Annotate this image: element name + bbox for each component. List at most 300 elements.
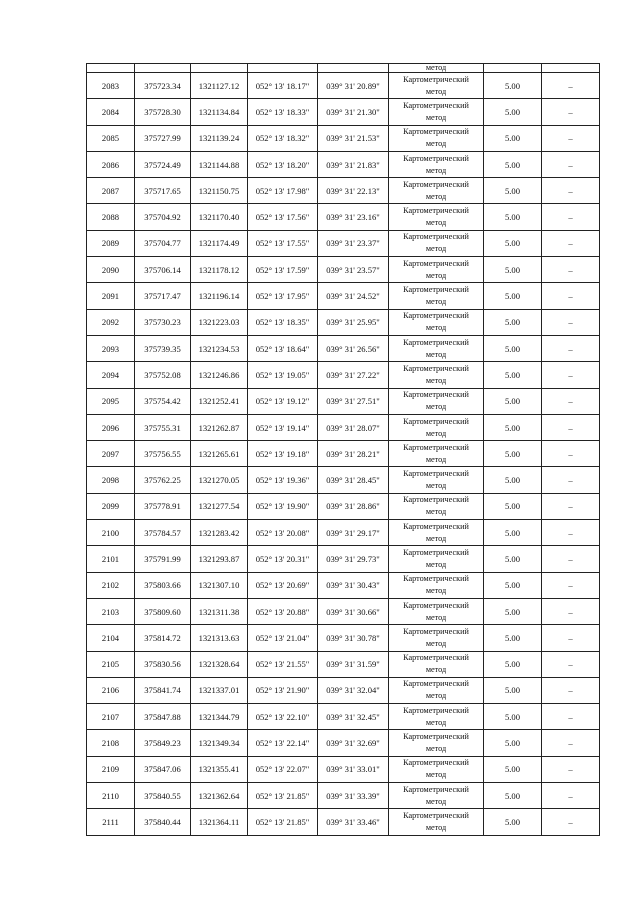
accuracy-cell: 5.00 [484, 625, 542, 651]
note-cell: – [542, 204, 600, 230]
method-cell [389, 257, 484, 283]
method-line-2: метод [425, 270, 447, 280]
y-coordinate-cell: 1321134.84 [191, 99, 248, 125]
point-number-cell: 2109 [87, 756, 135, 782]
note-cell: – [542, 520, 600, 546]
note-cell: – [542, 704, 600, 730]
y-coordinate-cell: 1321313.63 [191, 625, 248, 651]
method-line-2: метод [425, 218, 447, 228]
latitude-cell: 052° 13' 17.55" [248, 230, 318, 256]
table-row [87, 414, 600, 440]
latitude-cell: 052° 13' 20.69" [248, 572, 318, 598]
method-line-1: Картометрический [403, 495, 469, 505]
point-number-cell: 2090 [87, 257, 135, 283]
method-line-2: метод [425, 428, 447, 438]
table-row [87, 362, 600, 388]
method-line-1: Картометрический [403, 363, 469, 373]
table-row [87, 572, 600, 598]
table-row [87, 257, 600, 283]
method-line-2: метод [425, 86, 447, 96]
accuracy-cell: 5.00 [484, 99, 542, 125]
point-number-cell: 2104 [87, 625, 135, 651]
accuracy-cell: 5.00 [484, 651, 542, 677]
method-line-2: метод [425, 244, 447, 254]
y-coordinate-cell: 1321150.75 [191, 178, 248, 204]
method-line-2: метод [425, 454, 447, 464]
x-coordinate-cell: 375723.34 [135, 73, 191, 99]
method-line-2: метод [425, 638, 447, 648]
table-row [87, 730, 600, 756]
note-cell: – [542, 783, 600, 809]
point-number-cell: 2087 [87, 178, 135, 204]
latitude-cell: 052° 13' 22.14" [248, 730, 318, 756]
method-line-2: метод [425, 139, 447, 149]
accuracy-cell: 5.00 [484, 178, 542, 204]
x-coordinate-cell: 375849.23 [135, 730, 191, 756]
longitude-cell: 039° 31' 21.83" [318, 151, 389, 177]
note-cell: – [542, 151, 600, 177]
x-coordinate-cell: 375840.44 [135, 809, 191, 835]
accuracy-cell: 5.00 [484, 151, 542, 177]
method-line-2: метод [425, 349, 447, 359]
method-cell [389, 598, 484, 624]
point-number-cell: 2108 [87, 730, 135, 756]
note-cell: – [542, 572, 600, 598]
latitude-cell: 052° 13' 22.10" [248, 704, 318, 730]
method-line-1: Картометрический [403, 100, 469, 110]
latitude-cell: 052° 13' 20.88" [248, 598, 318, 624]
y-coordinate-cell: 1321362.64 [191, 783, 248, 809]
latitude-cell: 052° 13' 19.90" [248, 493, 318, 519]
accuracy-cell: 5.00 [484, 704, 542, 730]
method-cell [389, 493, 484, 519]
latitude-cell: 052° 13' 21.85" [248, 783, 318, 809]
empty-cell [135, 64, 191, 73]
y-coordinate-cell: 1321127.12 [191, 73, 248, 99]
method-line-1: Картометрический [403, 442, 469, 452]
point-number-cell: 2101 [87, 546, 135, 572]
method-line-1: Картометрический [403, 153, 469, 163]
method-line-1: Картометрический [403, 705, 469, 715]
x-coordinate-cell: 375784.57 [135, 520, 191, 546]
method-line-2: метод [425, 191, 447, 201]
y-coordinate-cell: 1321265.61 [191, 441, 248, 467]
method-cell [389, 730, 484, 756]
method-line-2: метод [425, 297, 447, 307]
point-number-cell: 2095 [87, 388, 135, 414]
method-line-1: Картометрический [403, 653, 469, 663]
accuracy-cell: 5.00 [484, 520, 542, 546]
longitude-cell: 039° 31' 33.39" [318, 783, 389, 809]
note-cell: – [542, 125, 600, 151]
accuracy-cell: 5.00 [484, 572, 542, 598]
x-coordinate-cell: 375739.35 [135, 335, 191, 361]
y-coordinate-cell: 1321349.34 [191, 730, 248, 756]
latitude-cell: 052° 13' 20.31" [248, 546, 318, 572]
y-coordinate-cell: 1321307.10 [191, 572, 248, 598]
longitude-cell: 039° 31' 28.86" [318, 493, 389, 519]
y-coordinate-cell: 1321283.42 [191, 520, 248, 546]
x-coordinate-cell: 375754.42 [135, 388, 191, 414]
method-line-1: Картометрический [403, 390, 469, 400]
table-row [87, 125, 600, 151]
point-number-cell: 2093 [87, 335, 135, 361]
table-row [87, 651, 600, 677]
method-line-1: Картометрический [403, 285, 469, 295]
y-coordinate-cell: 1321252.41 [191, 388, 248, 414]
accuracy-cell: 5.00 [484, 783, 542, 809]
method-line-1: Картометрический [403, 679, 469, 689]
x-coordinate-cell: 375847.88 [135, 704, 191, 730]
method-line-2: метод [425, 323, 447, 333]
accuracy-cell: 5.00 [484, 125, 542, 151]
longitude-cell: 039° 31' 23.16" [318, 204, 389, 230]
method-line-1: Картометрический [403, 179, 469, 189]
x-coordinate-cell: 375752.08 [135, 362, 191, 388]
continuation-row [87, 64, 600, 73]
accuracy-cell: 5.00 [484, 598, 542, 624]
latitude-cell: 052° 13' 21.85" [248, 809, 318, 835]
note-cell: – [542, 388, 600, 414]
longitude-cell: 039° 31' 33.46" [318, 809, 389, 835]
table-row [87, 178, 600, 204]
note-cell: – [542, 178, 600, 204]
point-number-cell: 2111 [87, 809, 135, 835]
latitude-cell: 052° 13' 21.55" [248, 651, 318, 677]
point-number-cell: 2102 [87, 572, 135, 598]
method-line-1: Картометрический [403, 127, 469, 137]
point-number-cell: 2106 [87, 677, 135, 703]
accuracy-cell: 5.00 [484, 809, 542, 835]
x-coordinate-cell: 375830.56 [135, 651, 191, 677]
note-cell: – [542, 73, 600, 99]
x-coordinate-cell: 375809.60 [135, 598, 191, 624]
x-coordinate-cell: 375727.99 [135, 125, 191, 151]
note-cell: – [542, 414, 600, 440]
accuracy-cell: 5.00 [484, 257, 542, 283]
method-line-2: метод [425, 586, 447, 596]
longitude-cell: 039° 31' 32.69" [318, 730, 389, 756]
latitude-cell: 052° 13' 18.17" [248, 73, 318, 99]
empty-cell [87, 64, 135, 73]
x-coordinate-cell: 375717.47 [135, 283, 191, 309]
x-coordinate-cell: 375840.55 [135, 783, 191, 809]
method-line-2: метод [425, 507, 447, 517]
method-line-2: метод [425, 481, 447, 491]
accuracy-cell: 5.00 [484, 441, 542, 467]
method-line-1: Картометрический [403, 416, 469, 426]
y-coordinate-cell: 1321337.01 [191, 677, 248, 703]
y-coordinate-cell: 1321139.24 [191, 125, 248, 151]
method-line-2: метод [425, 822, 447, 832]
note-cell: – [542, 730, 600, 756]
longitude-cell: 039° 31' 20.89" [318, 73, 389, 99]
accuracy-cell: 5.00 [484, 335, 542, 361]
longitude-cell: 039° 31' 28.21" [318, 441, 389, 467]
latitude-cell: 052° 13' 17.98" [248, 178, 318, 204]
method-line-1: Картометрический [403, 547, 469, 557]
point-number-cell: 2094 [87, 362, 135, 388]
y-coordinate-cell: 1321178.12 [191, 257, 248, 283]
latitude-cell: 052° 13' 18.20" [248, 151, 318, 177]
note-cell: – [542, 283, 600, 309]
x-coordinate-cell: 375728.30 [135, 99, 191, 125]
accuracy-cell: 5.00 [484, 204, 542, 230]
method-cell [389, 335, 484, 361]
longitude-cell: 039° 31' 25.95" [318, 309, 389, 335]
note-cell: – [542, 546, 600, 572]
y-coordinate-cell: 1321262.87 [191, 414, 248, 440]
note-cell: – [542, 362, 600, 388]
table-row [87, 309, 600, 335]
table-row [87, 467, 600, 493]
latitude-cell: 052° 13' 18.33" [248, 99, 318, 125]
method-cell [389, 651, 484, 677]
x-coordinate-cell: 375724.49 [135, 151, 191, 177]
method-cell [389, 388, 484, 414]
method-cell [389, 546, 484, 572]
longitude-cell: 039° 31' 21.30" [318, 99, 389, 125]
note-cell: – [542, 441, 600, 467]
latitude-cell: 052° 13' 17.95" [248, 283, 318, 309]
point-number-cell: 2084 [87, 99, 135, 125]
y-coordinate-cell: 1321270.05 [191, 467, 248, 493]
x-coordinate-cell: 375730.23 [135, 309, 191, 335]
method-line-1: Картометрический [403, 311, 469, 321]
note-cell: – [542, 756, 600, 782]
table-row [87, 677, 600, 703]
y-coordinate-cell: 1321364.11 [191, 809, 248, 835]
point-number-cell: 2086 [87, 151, 135, 177]
note-cell: – [542, 257, 600, 283]
method-line-2: метод [425, 375, 447, 385]
method-cell [389, 783, 484, 809]
table-row [87, 809, 600, 835]
x-coordinate-cell: 375762.25 [135, 467, 191, 493]
accuracy-cell: 5.00 [484, 230, 542, 256]
accuracy-cell: 5.00 [484, 493, 542, 519]
point-number-cell: 2110 [87, 783, 135, 809]
empty-cell [484, 64, 542, 73]
method-line-1: Картометрический [403, 758, 469, 768]
table-row [87, 783, 600, 809]
note-cell: – [542, 809, 600, 835]
latitude-cell: 052° 13' 18.32" [248, 125, 318, 151]
table-row [87, 704, 600, 730]
latitude-cell: 052° 13' 20.08" [248, 520, 318, 546]
point-number-cell: 2099 [87, 493, 135, 519]
note-cell: – [542, 625, 600, 651]
empty-cell [191, 64, 248, 73]
longitude-cell: 039° 31' 23.57" [318, 257, 389, 283]
x-coordinate-cell: 375803.66 [135, 572, 191, 598]
method-cell [389, 125, 484, 151]
note-cell: – [542, 677, 600, 703]
point-number-cell: 2100 [87, 520, 135, 546]
method-line-1: Картометрический [403, 810, 469, 820]
method-line-1: Картометрический [403, 626, 469, 636]
method-cell [389, 756, 484, 782]
longitude-cell: 039° 31' 24.52" [318, 283, 389, 309]
method-line-1: Картометрический [403, 784, 469, 794]
method-line-2: метод [425, 402, 447, 412]
empty-cell [542, 64, 600, 73]
point-number-cell: 2085 [87, 125, 135, 151]
method-line-2: метод [425, 770, 447, 780]
longitude-cell: 039° 31' 30.78" [318, 625, 389, 651]
point-number-cell: 2088 [87, 204, 135, 230]
method-cell [389, 520, 484, 546]
method-cell [389, 704, 484, 730]
table-row [87, 756, 600, 782]
accuracy-cell: 5.00 [484, 283, 542, 309]
accuracy-cell: 5.00 [484, 677, 542, 703]
method-cell [389, 625, 484, 651]
y-coordinate-cell: 1321293.87 [191, 546, 248, 572]
table-row [87, 73, 600, 99]
table-row [87, 493, 600, 519]
method-cell [389, 204, 484, 230]
longitude-cell: 039° 31' 26.56" [318, 335, 389, 361]
longitude-cell: 039° 31' 28.07" [318, 414, 389, 440]
method-line-2: метод [425, 165, 447, 175]
method-cell [389, 467, 484, 493]
latitude-cell: 052° 13' 19.12" [248, 388, 318, 414]
latitude-cell: 052° 13' 21.04" [248, 625, 318, 651]
y-coordinate-cell: 1321223.03 [191, 309, 248, 335]
method-line-2: метод [425, 559, 447, 569]
accuracy-cell: 5.00 [484, 362, 542, 388]
method-cell [389, 178, 484, 204]
x-coordinate-cell: 375755.31 [135, 414, 191, 440]
method-line-1: Картометрический [403, 469, 469, 479]
point-number-cell: 2107 [87, 704, 135, 730]
table-row [87, 230, 600, 256]
method-line-1: Картометрический [403, 732, 469, 742]
method-cell [389, 809, 484, 835]
method-cell [389, 362, 484, 388]
longitude-cell: 039° 31' 23.37" [318, 230, 389, 256]
y-coordinate-cell: 1321174.49 [191, 230, 248, 256]
table-row [87, 204, 600, 230]
y-coordinate-cell: 1321246.86 [191, 362, 248, 388]
y-coordinate-cell: 1321234.53 [191, 335, 248, 361]
point-number-cell: 2092 [87, 309, 135, 335]
method-line-1: Картометрический [403, 574, 469, 584]
longitude-cell: 039° 31' 29.17" [318, 520, 389, 546]
method-cell [389, 151, 484, 177]
longitude-cell: 039° 31' 30.66" [318, 598, 389, 624]
method-cell [389, 572, 484, 598]
empty-cell [248, 64, 318, 73]
longitude-cell: 039° 31' 21.53" [318, 125, 389, 151]
note-cell: – [542, 309, 600, 335]
method-cell [389, 73, 484, 99]
method-line-2: метод [425, 691, 447, 701]
latitude-cell: 052° 13' 18.64" [248, 335, 318, 361]
continuation-method-cell: метод [389, 64, 484, 73]
method-line-2: метод [425, 744, 447, 754]
method-cell [389, 283, 484, 309]
y-coordinate-cell: 1321196.14 [191, 283, 248, 309]
longitude-cell: 039° 31' 30.43" [318, 572, 389, 598]
table-body [87, 64, 600, 836]
method-line-1: Картометрический [403, 232, 469, 242]
method-line-1: Картометрический [403, 74, 469, 84]
accuracy-cell: 5.00 [484, 388, 542, 414]
table-row [87, 335, 600, 361]
table-row [87, 546, 600, 572]
longitude-cell: 039° 31' 33.01" [318, 756, 389, 782]
note-cell: – [542, 651, 600, 677]
table-row [87, 625, 600, 651]
note-cell: – [542, 598, 600, 624]
table-row [87, 151, 600, 177]
method-line-1: Картометрический [403, 521, 469, 531]
method-line-2: метод [425, 665, 447, 675]
note-cell: – [542, 493, 600, 519]
accuracy-cell: 5.00 [484, 309, 542, 335]
y-coordinate-cell: 1321344.79 [191, 704, 248, 730]
point-number-cell: 2098 [87, 467, 135, 493]
latitude-cell: 052° 13' 17.59" [248, 257, 318, 283]
x-coordinate-cell: 375778.91 [135, 493, 191, 519]
point-number-cell: 2083 [87, 73, 135, 99]
method-line-2: метод [425, 112, 447, 122]
latitude-cell: 052° 13' 19.18" [248, 441, 318, 467]
latitude-cell: 052° 13' 18.35" [248, 309, 318, 335]
latitude-cell: 052° 13' 17.56" [248, 204, 318, 230]
x-coordinate-cell: 375704.77 [135, 230, 191, 256]
x-coordinate-cell: 375706.14 [135, 257, 191, 283]
longitude-cell: 039° 31' 31.59" [318, 651, 389, 677]
x-coordinate-cell: 375717.65 [135, 178, 191, 204]
note-cell: – [542, 230, 600, 256]
y-coordinate-cell: 1321144.88 [191, 151, 248, 177]
latitude-cell: 052° 13' 19.36" [248, 467, 318, 493]
coordinates-table [86, 63, 600, 836]
method-cell [389, 414, 484, 440]
longitude-cell: 039° 31' 22.13" [318, 178, 389, 204]
latitude-cell: 052° 13' 19.05" [248, 362, 318, 388]
point-number-cell: 2105 [87, 651, 135, 677]
table-row [87, 99, 600, 125]
longitude-cell: 039° 31' 27.51" [318, 388, 389, 414]
note-cell: – [542, 335, 600, 361]
y-coordinate-cell: 1321277.54 [191, 493, 248, 519]
table-row [87, 598, 600, 624]
x-coordinate-cell: 375704.92 [135, 204, 191, 230]
table-row [87, 520, 600, 546]
accuracy-cell: 5.00 [484, 546, 542, 572]
method-line-1: Картометрический [403, 206, 469, 216]
accuracy-cell: 5.00 [484, 756, 542, 782]
y-coordinate-cell: 1321170.40 [191, 204, 248, 230]
method-cell [389, 230, 484, 256]
point-number-cell: 2097 [87, 441, 135, 467]
accuracy-cell: 5.00 [484, 730, 542, 756]
note-cell: – [542, 99, 600, 125]
latitude-cell: 052° 13' 19.14" [248, 414, 318, 440]
longitude-cell: 039° 31' 28.45" [318, 467, 389, 493]
method-cell [389, 99, 484, 125]
accuracy-cell: 5.00 [484, 414, 542, 440]
table-row [87, 441, 600, 467]
x-coordinate-cell: 375814.72 [135, 625, 191, 651]
y-coordinate-cell: 1321328.64 [191, 651, 248, 677]
longitude-cell: 039° 31' 32.04" [318, 677, 389, 703]
y-coordinate-cell: 1321311.38 [191, 598, 248, 624]
